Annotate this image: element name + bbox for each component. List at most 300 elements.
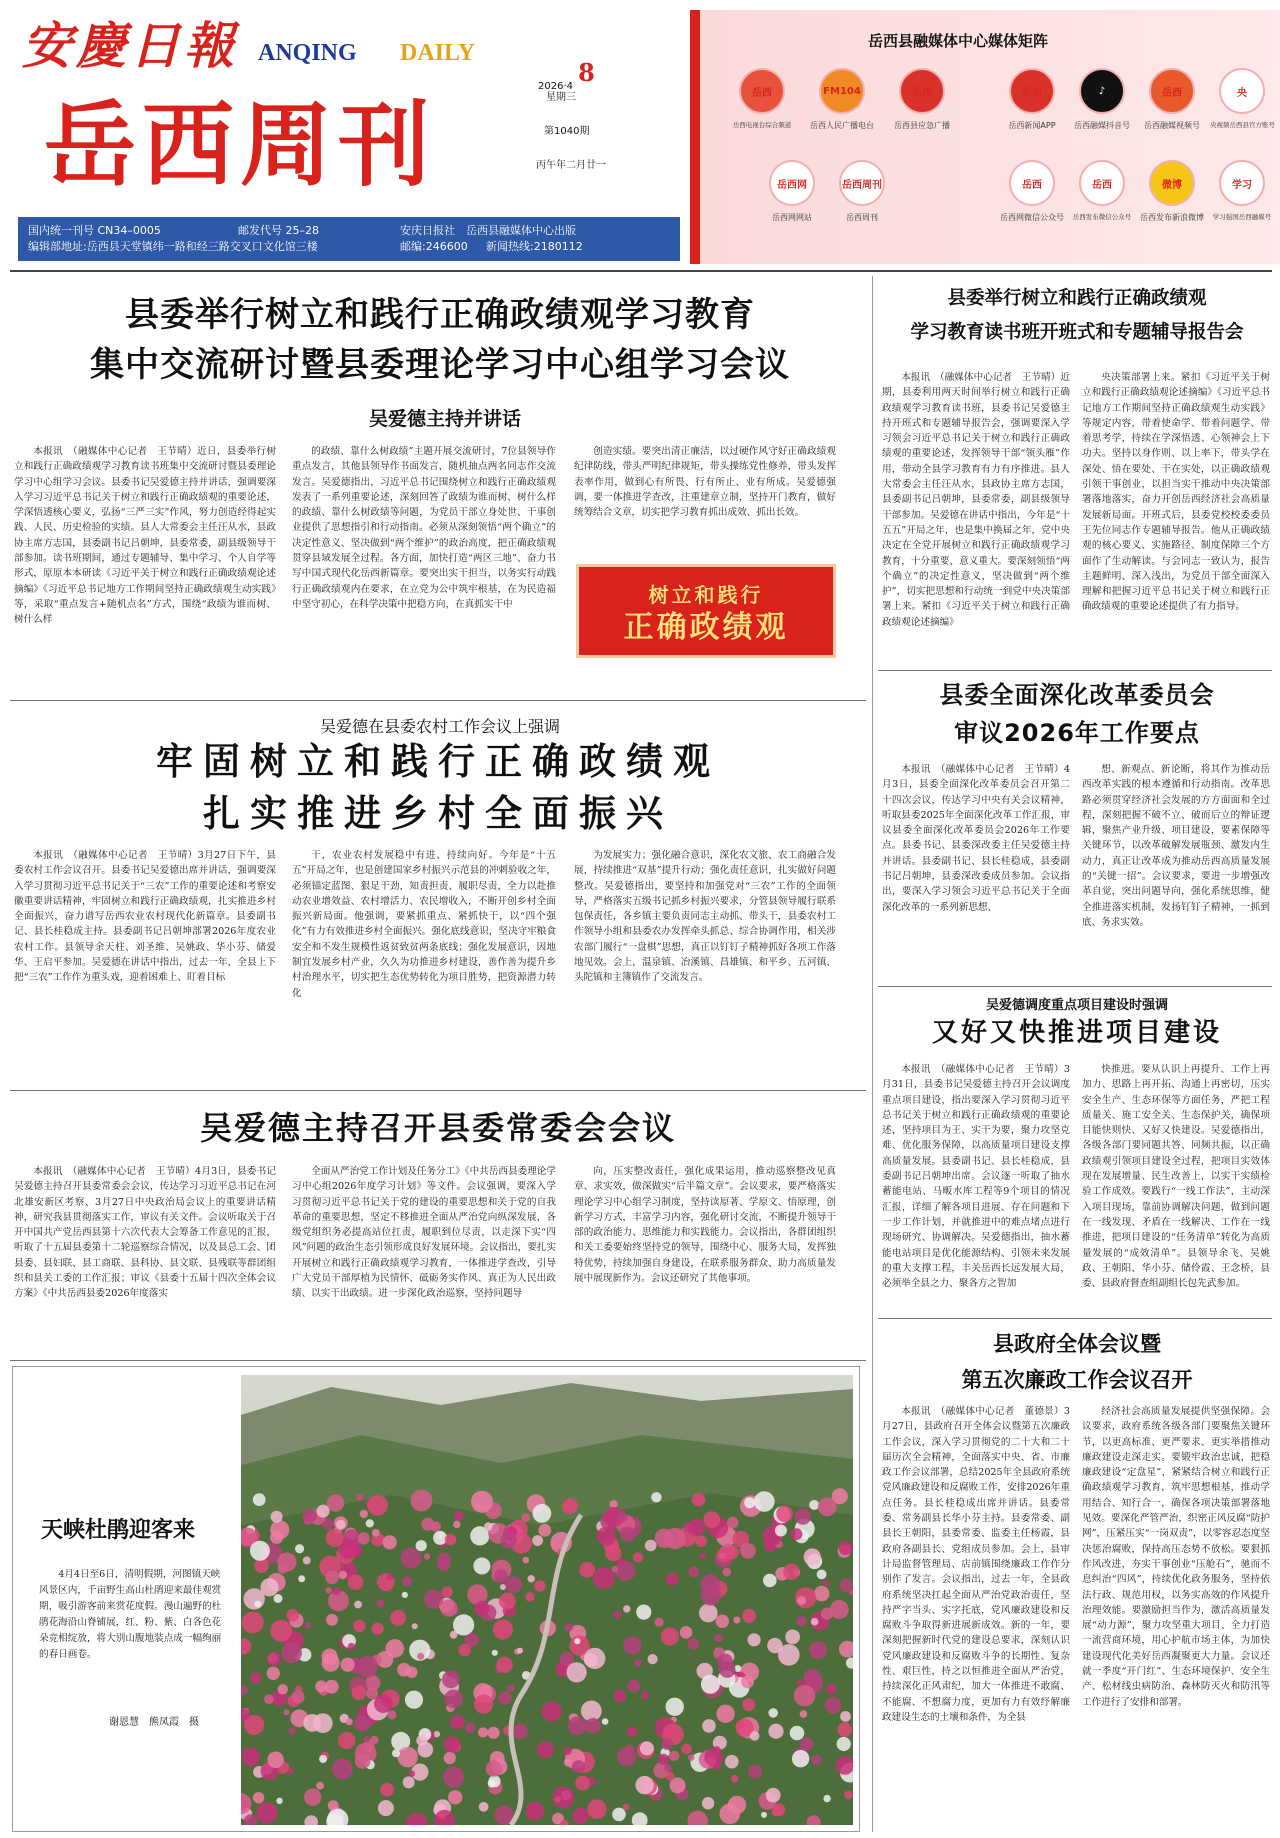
azalea-blossom [830,1600,849,1619]
article6-kicker: 吴爱德调度重点项目建设时强调 [985,998,1168,1013]
azalea-blossom [552,1787,574,1809]
azalea-blossom [809,1641,827,1659]
azalea-blossom [680,1626,693,1639]
issue-lunar: 丙午年二月廿一 [536,160,606,171]
azalea-blossom [783,1564,799,1580]
azalea-blossom [702,1719,716,1733]
azalea-blossom [274,1594,283,1603]
azalea-blossom [620,1526,636,1542]
azalea-blossom [397,1747,418,1768]
media-icon-badge: 岳西 [739,68,785,114]
azalea-blossom [507,1685,514,1692]
media-icon-1 [730,68,794,129]
azalea-blossom [372,1529,380,1537]
azalea-blossom [473,1558,490,1575]
azalea-blossom [448,1790,462,1804]
azalea-blossom [839,1541,853,1555]
azalea-blossom [768,1708,778,1718]
azalea-blossom [725,1755,739,1769]
azalea-blossom [444,1752,456,1764]
article7-headline [878,1326,1276,1398]
media-icon-label: 岳西融媒抖音号 [1074,121,1130,130]
azalea-blossom [661,1738,673,1750]
article1-headline [10,290,870,390]
azalea-blossom [354,1716,370,1732]
azalea-blossom [284,1709,290,1715]
right-divider-1 [878,670,1272,671]
info-hotline: 新闻热线:2180112 [486,240,583,253]
azalea-blossom [525,1802,544,1821]
azalea-blossom [614,1690,626,1702]
azalea-blossom [775,1525,787,1537]
azalea-blossom [692,1493,706,1507]
azalea-blossom [348,1574,364,1590]
azalea-blossom [844,1791,853,1800]
correct-performance-banner [576,564,836,658]
azalea-blossom [823,1795,830,1802]
azalea-blossom [454,1511,464,1521]
azalea-blossom [486,1760,502,1776]
right-divider-3 [878,1318,1272,1319]
azalea-blossom [326,1529,344,1547]
azalea-blossom [528,1575,535,1582]
azalea-blossom [499,1593,516,1610]
azalea-blossom [614,1611,621,1618]
azalea-blossom [267,1752,284,1769]
azalea-blossom [386,1639,405,1658]
azalea-blossom [741,1676,754,1689]
azalea-blossom [256,1802,277,1823]
azalea-blossom [374,1694,393,1713]
azalea-blossom [814,1586,830,1602]
azalea-blossom [444,1690,463,1709]
azalea-blossom [327,1494,344,1511]
azalea-blossom [512,1724,528,1740]
media-icon-badge: 岳西 [1009,68,1055,114]
azalea-blossom [627,1727,637,1737]
azalea-blossom [416,1735,427,1746]
azalea-blossom [338,1732,355,1749]
article1-subtitle: 吴爱德主持并讲话 [368,408,521,430]
azalea-blossom [634,1659,642,1667]
azalea-blossom [754,1491,775,1512]
azalea-blossom [378,1800,394,1816]
azalea-blossom [773,1803,786,1816]
azalea-blossom [666,1698,684,1716]
article1-col2: 的政绩、靠什么树政绩”主题开展交流研讨，7位县领导作重点发言，其他县领导作书面发言，随机抽点两名同志作交流发言。吴爱德指出，习近平总书记围绕树立和践行正确政绩观发表了一系列重要论述，深刻回答了政绩为谁而树、树什么样的政绩、靠什么树政绩等问题，为党员干部立身处世、干事创业提供了思想指引和行动指南。必须从深刻领悟“两个确立”的决定性意义、坚决做到“两个维护”的政治高度，把正确政绩观贯穿县域发展全过程。各方面，加快打造“两区三地”、奋力书写中国式现代化岳西新篇章。要突出实干担当，以务实行动践行正确政绩观内在要求，在立党为公中筑牢根基，在为民造福中坚守初心，在科学决策中把稳方向，在真抓实干中 [292,446,556,610]
azalea-blossom [281,1643,302,1664]
azalea-blossom [795,1508,811,1524]
media-icon-label: 岳西新闻APP [1008,121,1056,130]
article6-col2: 快推进。要从认识上再提升、工作上再加力、思路上再开拓、沟通上再密切，压实安全生产、生态环保等方面任务，严把工程质量关、施工安全关、生态保护关，确保项目能快则快、又好又快建设。吴爱德指出，各级各部门要同题共答、同频共振，以正确政绩观引领项目建设全过程，把项目实效体现在发展增量、民生改善上，以实干实绩检验工作成效。要践行“一线工作法”，主动深入项目现场，靠前协调解决问题，做到问题在一线发现、矛盾在一线解决、工作在一线推进，把项目建设的“任务清单”转化为高质量发展的“成效清单”。县领导余飞、吴姚政、王朝阳、华小芬、储伶霞、王念桥，县委、县政府督查组副组长包先武参加。 [1082,1064,1270,1290]
azalea-blossom [804,1669,822,1687]
azalea-blossom [700,1553,706,1559]
azalea-blossom [488,1780,496,1788]
weekly-title: 岳西周刊 [44,92,437,199]
azalea-blossom [250,1672,261,1683]
azalea-blossom [666,1573,679,1586]
article6-col1: 本报讯 （融媒体中心记者 王节晴）3月31日，县委书记吴爱德主持召开会议调度重点项目建设，指出要深入学习贯彻习近平总书记关于树立和践行正确政绩观的重要论述，坚持项目为王、实干为要，聚力攻坚克难、优化服务保障，以高质量项目建设支撑高质量发展。县委副书记、县长桂稳成，县委副书记吕朝坤出席。会议逐一听取了抽水蓄能电站、马畈水库工程等9个项目的情况汇报，详细了解各项目进展、存在问题和下一步工作计划，并就推进中的难点堵点进行现场研究、协调解决。吴爱德指出，抽水蓄能电站项目是优化能源结构、引领未来发展的重大支撑工程，丰关岳西长远发展大局，必须举全县之力、聚各方之智加 [882,1064,1070,1290]
azalea-blossom [367,1495,388,1516]
section-divider-1 [10,700,866,701]
azalea-blossom [714,1634,723,1643]
photo-feature [12,1366,860,1832]
media-icon-badge: 岳西 [899,68,945,114]
azalea-blossom [623,1636,641,1654]
azalea-blossom [763,1574,777,1588]
azalea-blossom [564,1747,572,1755]
azalea-blossom [445,1534,457,1546]
azalea-blossom [403,1776,415,1788]
media-icon-label: 学习强国岳西融媒号 [1212,213,1272,221]
photo-credit: 谢恩慧 熊凤霞 摄 [109,1717,199,1728]
azalea-blossom [612,1808,626,1822]
azalea-blossom [355,1753,371,1769]
azalea-blossom [523,1557,530,1564]
media-icon-badge: ♪ [1079,68,1125,114]
article4-col2: 央决策部署上来。紧扣《习近平关于树立和践行正确政绩观论述摘编》《习近平总书记地方工作期间坚持正确政绩观生动实践》等规定内容，带着使命学、带着问题学、带着思考学，持续在学深悟透、心领神会上下功夫。坚持以身作则、以上率下，带头学在深处、悟在要处、干在实处，以正确政绩观引领干事创业，以担当实干推动中央决策部署落地落实，奋力开创岳西经济社会高质量发展新局面。开班式后，县委党校校委委员王先位同志作专题辅导报告。他从正确政绩观的核心要义、实施路径、制度保障三个方面作了生动解读。与会同志一致认为，报告主题鲜明、深入浅出，为党员干部全面深入理解和把握习近平总书记关于树立和践行正确政绩观的重要论述提供了有力指导。 [1082,372,1270,613]
azalea-blossom [260,1578,278,1596]
azalea-blossom [655,1618,664,1627]
azalea-blossom [366,1687,378,1699]
media-icon-label: 岳西县应急广播 [894,121,950,130]
media-icon-badge: 微博 [1149,160,1195,206]
media-icon-label: 岳西发布新浪微博 [1140,213,1204,222]
article3-title: 吴爱德主持召开县委常委会会议 [199,1109,676,1147]
azalea-blossom [574,1638,580,1644]
article1-col1: 本报讯 （融媒体中心记者 王节晴）近日，县委举行树立和践行正确政绩观学习教育读书班集中交流研讨暨县委理论学习中心组学习会议。县委书记吴爱德主持并讲话，强调要深入学习习近平总书记关于树立和践行正确政绩观的重要论述，学深悟透核心要义，弘扬“三严三实”作风，努力创造经得起实践、人民、历史检验的实绩。县人大常委会主任汪从水，县政协主席方志国，县委副书记吕朝坤，县委常委，副县级领导干部参加。读书班期间，通过专题辅导、集中学习、个人自学等形式，原原本本研读《习近平关于树立和践行正确政绩观论述摘编》《习近平总书记地方工作期间坚持正确政绩观生动实践》等，采取“重点发言+随机点名”方式，围绕“政绩为谁而树、树什么样 [14,446,276,626]
azalea-blossom [716,1615,729,1628]
azalea-blossom [322,1654,340,1672]
azalea-blossom [390,1610,406,1626]
azalea-blossom [242,1748,260,1766]
paper-english-anqing: ANQING [258,40,357,66]
azalea-blossom [703,1511,720,1528]
article1-col3: 创造实绩。要突出清正廉洁，以过硬作风守好正确政绩观纪律防线，带头严明纪律规矩，带头操练党性修养，带头发挥表率作用，做到心有所畏、行有所止、业有所成。吴爱德强调，要一体推进学查改，注重建章立制，坚持开门教育，做好统筹结合文章，切实把学习教育抓出成效、抓出长效。 [574,446,836,519]
banner-line1: 树立和践行 [648,583,764,607]
media-icon-badge: 岳西 [1009,160,1055,206]
azalea-blossom [823,1580,829,1586]
azalea-blossom [790,1726,805,1741]
azalea-blossom [417,1653,424,1660]
azalea-blossom [271,1511,283,1523]
azalea-blossom [380,1783,394,1797]
azalea-blossom [731,1775,738,1782]
azalea-blossom [651,1492,661,1502]
media-icon-3 [890,68,954,131]
media-matrix [690,10,1280,264]
azalea-blossom [695,1535,707,1547]
azalea-blossom [387,1710,396,1719]
azalea-blossom [387,1573,394,1580]
azalea-blossom [465,1723,475,1733]
azalea-blossom [567,1662,587,1682]
azalea-blossom [458,1644,471,1657]
azalea-blossom [587,1799,607,1819]
info-address: 编辑部地址:岳西县天堂镇纬一路和经三路交叉口文化馆三楼 [28,240,318,253]
azalea-blossom [474,1694,493,1713]
azalea-blossom [797,1596,806,1605]
issue-day: 8 [578,58,595,87]
azalea-blossom [719,1661,736,1678]
media-matrix-title: 岳西县融媒体中心媒体矩阵 [868,32,1049,50]
azalea-blossom [804,1548,821,1565]
azalea-blossom [542,1702,562,1722]
article7-title-line2: 第五次廉政工作会议召开 [961,1368,1193,1392]
azalea-blossom [439,1813,446,1820]
azalea-blossom [494,1569,508,1583]
azalea-blossom [532,1535,543,1546]
azalea-blossom [776,1506,793,1523]
azalea-blossom [785,1630,800,1645]
article1-title-line2: 集中交流研讨暨县委理论学习中心组学习会议 [90,345,790,385]
azalea-blossom [353,1620,366,1633]
azalea-blossom [303,1556,311,1564]
azalea-blossom [270,1531,283,1544]
azalea-blossom [617,1747,636,1766]
azalea-blossom [640,1741,654,1755]
azalea-blossom [339,1571,347,1579]
media-icon-badge: 岳西网 [769,160,815,206]
azalea-blossom [442,1670,460,1688]
azalea-blossom [341,1658,355,1672]
azalea-blossom [534,1580,545,1591]
article2-col1: 本报讯 （融媒体中心记者 王节晴）3月27日下午，县委农村工作会议召开。县委书记吴爱德出席并讲话，强调要深入学习贯彻习近平总书记关于“三农”工作的重要论述和考察安徽重要讲话精神，牢固树立和践行正确政绩观，扎实推进乡村全面振兴，奋力谱写岳西农业农村现代化新篇章。县委副书记、县长桂稳成主持。县委副书记吕朝坤部署2026年度农业农村工作。县领导余天柱、刘圣维、吴姚政、华小芬、储爱华、王启平参加。吴爱德在讲话中指出，过去一年，全县上下把“三农”工作作为重头戏，迎着困难上、盯着目标 [14,850,276,984]
azalea-blossom [498,1691,511,1704]
azalea-blossom [655,1529,674,1548]
media-icon-10 [1000,160,1064,223]
azalea-blossom [270,1620,292,1642]
issue-weekday: 星期三 [546,92,576,103]
info-post-code: 邮发代号 25–28 [238,224,319,237]
media-icon-13 [1210,160,1274,221]
azalea-blossom [778,1644,800,1666]
azalea-blossom [450,1715,465,1730]
azalea-blossom [645,1540,657,1552]
article6-title: 又好又快推进项目建设 [931,1018,1222,1048]
azalea-blossom [303,1714,321,1732]
info-publisher: 安庆日报社 岳西县融媒体中心出版 [400,224,576,237]
azalea-blossom [352,1685,367,1700]
azalea-blossom [357,1532,369,1544]
azalea-blossom [602,1718,609,1725]
issue-number: 第1040期 [544,126,590,137]
azalea-blossom [267,1652,281,1666]
azalea-blossom [617,1511,628,1522]
azalea-blossom [584,1653,598,1667]
article3-col2: 全面从严治党工作计划及任务分工》《中共岳西县委理论学习中心组2026年度学习计划》等文件。会议强调，要深入学习贯彻习近平总书记关于党的建设的重要思想和关于党的自我革命的重要思想，坚定不移推进全面从严治党向纵深发展，各级党组织务必提高站位扛责，履职到位尽责，以走深下实“四风”问题的政治生态引领形成良好发展环境。会议指出，要扎实开展树立和践行正确政绩观学习教育，一体推进学查改，引导广大党员干部厚植为民情怀、砥砺务实作风、真正为人民出政绩、以实干出政绩。进一步深化政治巡察，坚持问题导 [292,1166,556,1300]
azalea-blossom [295,1544,304,1553]
azalea-blossom [433,1531,447,1545]
article7-col1: 本报讯 （融媒体中心记者 董德景）3月27日，县政府召开全体会议暨第五次廉政工作会议，深入学习贯彻党的二十大和二十届历次全会精神，全面落实中央、省、市廉政工作会议部署，总结2025年全县政府系统党风廉政建设和反腐败工作，安排2026年重点任务。县长桂稳成出席并讲话。县委常委、常务副县长华小芬主持。县委常委、副县长王朝阳，县委常委、监委主任杨霞，县政府各副县长、党组成员参加。会上，县审计局监督管理局、店前镇围绕廉政工作作分别作了发言。会议指出，过去一年，全县政府系统坚决扛起全面从严治党政治责任，坚持严字当头、实字托底，党风廉政建设和反腐败斗争取得新进展新成效。新的一年，要深刻把握新时代党的建设总要求，深刻认识党风廉政建设和反腐败斗争的长期性、复杂性、艰巨性，持之以恒推进全面从严治党，持续深化正风肃纪，加大一体推进不敢腐、不能腐、不想腐力度，更加有力有效纾解廉政建设生态的土壤和条件，为全县 [882,1406,1070,1723]
azalea-blossom [658,1754,669,1765]
article4-headline [878,282,1276,350]
azalea-blossom [633,1552,643,1562]
article4-col1: 本报讯 （融媒体中心记者 王节晴）近期，县委利用两天时间举行树立和践行正确政绩观学习教育读书班，县委书记吴爱德主持开班式和专题辅导报告会，强调要深入学习领会习近平总书记关于树立和践行正确政绩观的重要论述，发挥领导干部“领头雁”作用，带动全县学习教育有力有序推进。县人大常委会主任汪从水，县政协主席方志国，县委副书记吕朝坤，县委常委，副县级领导干部参加。吴爱德在讲话中指出，今年是“十五五”开局之年，也是集中换届之年，党中央决定在全党开展树立和践行正确政绩观学习教育，十分重要、意义重大。要深刻领悟“两个确立”的决定性意义，坚决做到“两个维护”，切实把思想和行动统一到党中央决策部署上来。紧扣《习近平关于树立和践行正确政绩观论述摘编》 [882,372,1070,628]
media-icon-badge: 学习 [1219,160,1265,206]
azalea-blossom [453,1614,474,1635]
azalea-blossom [488,1727,500,1739]
article5-title-line2: 审议2026年工作要点 [954,719,1200,747]
azalea-blossom [704,1749,722,1767]
azalea-blossom [826,1684,836,1694]
azalea-blossom [437,1559,450,1572]
azalea-blossom [288,1728,295,1735]
azalea-blossom [288,1768,294,1774]
azalea-blossom [744,1497,755,1508]
azalea-blossom [346,1718,353,1725]
azalea-blossom [401,1548,422,1569]
media-icon-label: 岳西电视台综合频道 [732,121,792,129]
azalea-blossom [525,1592,535,1602]
media-icon-12 [1140,160,1204,223]
azalea-blossom [276,1798,282,1804]
azalea-blossom [800,1737,813,1750]
azalea-blossom [605,1545,621,1561]
azalea-blossom [725,1545,739,1559]
azalea-blossom [796,1616,806,1626]
media-icon-11 [1070,160,1134,221]
azalea-blossom [253,1493,266,1506]
azalea-blossom [568,1717,587,1736]
media-icon-badge: 岳西 [1079,160,1125,206]
azalea-blossom [348,1643,355,1650]
azalea-blossom [716,1705,734,1723]
azalea-blossom [505,1576,522,1593]
azalea-blossom [688,1754,695,1761]
azalea-blossom [825,1697,842,1714]
azalea-blossom [242,1612,264,1634]
azalea-blossom [564,1758,572,1766]
article2-kicker: 吴爱德在县委农村工作会议上强调 [319,717,560,736]
photo-caption: 4月4日至6日，清明假期，河图镇天峡风景区内，千亩野生高山杜鹃迎来最佳观赏期，吸引游客前来赏花度假。漫山遍野的杜鹃花海沿山脊铺展，红、粉、紫、白各色花朵竞相绽放，将大别山腹地装点成一幅绚丽的春日画卷。 [39,1569,222,1660]
media-icon-2 [810,68,874,131]
article2-title-line2: 扎实推进乡村全面振兴 [203,792,673,835]
azalea-blossom [286,1609,299,1622]
section-divider-2 [10,1090,866,1091]
azalea-blossom [821,1608,833,1620]
article5-headline [878,676,1276,752]
right-divider-2 [878,986,1272,987]
article2-col3: 为发展实力；强化融合意识，深化农文旅、农工商融合发展，持续推进“双基”提升行动；强化责任意识，扎实做好问题整改。吴爱德指出，要坚持和加强党对“三农”工作的全面领导，严格落实五级书记抓乡村振兴要求，分管县领导履行联系包保责任，各乡镇主要负责同志主动抓、带头干，县委农村工作领导小组和县委农办发挥牵头抓总、综合协调作用，相关涉农部门履行“一盘棋”思想，真正以钉钉子精神抓好各项工作落地见效。会上，温泉镇、冶溪镇、昌雄镇、和平乡、五河镇、头陀镇和主簿镇作了交流发言。 [574,850,836,984]
azalea-blossom [319,1755,327,1763]
info-cn-number: 国内统一刊号 CN34–0005 [28,224,161,237]
paper-name: 安慶日報 [22,16,238,75]
azalea-blossom [370,1736,378,1744]
azalea-blossom [325,1571,339,1585]
azalea-blossom [430,1521,441,1532]
azalea-blossom [424,1553,430,1559]
azalea-blossom [278,1564,288,1574]
azalea-blossom [292,1690,305,1703]
paper-english-daily: DAILY [400,40,476,66]
azalea-blossom [405,1691,423,1709]
issue-box [528,44,614,170]
azalea-blossom [648,1654,658,1664]
azalea-blossom [572,1808,588,1824]
azalea-photo [241,1375,853,1825]
azalea-blossom [364,1736,370,1742]
azalea-blossom [627,1680,640,1693]
azalea-blossom [538,1524,551,1537]
media-icon-badge: 岳西 [1149,68,1195,114]
azalea-blossom [562,1498,578,1514]
azalea-blossom [818,1498,837,1517]
azalea-blossom [332,1587,340,1595]
azalea-blossom [791,1528,803,1540]
media-icon-badge: FM104 [819,68,865,114]
azalea-blossom [402,1592,408,1598]
azalea-blossom [702,1797,714,1809]
azalea-blossom [661,1627,679,1645]
azalea-blossom [537,1741,554,1758]
azalea-blossom [479,1802,489,1812]
media-icon-label: 岳西网微信公众号 [1000,213,1064,222]
azalea-blossom [688,1638,699,1649]
azalea-blossom [636,1605,651,1620]
media-icon-label: 岳西周刊 [846,213,878,222]
azalea-blossom [701,1675,720,1694]
article5-col1: 本报讯 （融媒体中心记者 王节晴）4月3日，县委全面深化改革委员会召开第二十四次会议，传达学习中央有关会议精神，听取县委2025年全面深化改革工作汇报，审议县委全面深化改革委员会2026年工作要点。县委书记、县委深改委主任吴爱德主持并讲话。县委副书记、县长桂稳成，县委副书记吕朝坤，县委深改委成员参加。会议指出，要深入学习领会习近平总书记关于全面深化改革的一系列新思想、 [882,764,1070,913]
media-icon-7 [1210,68,1274,129]
azalea-blossom [326,1614,338,1626]
azalea-blossom [811,1618,819,1626]
azalea-blossom [500,1584,506,1590]
azalea-blossom [666,1772,674,1780]
azalea-blossom [733,1617,740,1624]
azalea-blossom [766,1788,781,1803]
azalea-blossom [493,1619,513,1639]
azalea-blossom [688,1519,705,1536]
azalea-blossom [809,1500,819,1510]
media-icon-6 [1140,68,1204,131]
azalea-blossom [681,1744,691,1754]
azalea-blossom [267,1667,280,1680]
azalea-blossom [356,1494,363,1501]
azalea-blossom [474,1601,489,1616]
azalea-blossom [641,1691,649,1699]
media-icon-badge: 央 [1219,68,1265,114]
media-icon-badge: 岳西周刊 [839,160,885,206]
azalea-blossom [593,1567,615,1589]
azalea-blossom [635,1776,653,1794]
azalea-blossom [750,1731,760,1741]
media-icon-label: 岳西人民广播电台 [810,121,874,130]
azalea-blossom [354,1601,362,1609]
azalea-blossom [742,1609,756,1623]
masthead-divider [10,270,1272,272]
media-icon-5 [1070,68,1134,131]
article2-col2: 干，农业农村发展稳中有进、持续向好。今年是“十五五”开局之年，也是创建国家乡村振兴示范县的冲刺验收之年，必须锚定蓝图、狠足干劲，知责担责、履职尽责，全力以赴推动农业增效益、农村增活力、农民增收入，不断开创乡村全面振兴新局面。他强调，要紧抓重点、紧抓快干，以“四个强化”有力有效推进乡村全面振兴。强化底线意识，坚决守牢粮食安全和不发生规模性返贫致贫两条底线；强化发展意识，因地制宜发展乡村产业，久久为功推进乡村建设，善作善为提升乡村治理水平，切实把生态优势转化为项目胜势，把资源潜力转化 [292,850,556,999]
azalea-blossom [360,1510,368,1518]
azalea-blossom [699,1604,718,1623]
azalea-blossom [316,1782,324,1790]
azalea-blossom [837,1737,851,1751]
azalea-blossom [409,1770,415,1776]
azalea-blossom [740,1543,756,1559]
article4-title-line1: 县委举行树立和践行正确政绩观 [947,288,1207,309]
article3-col1: 本报讯 （融媒体中心记者 王节晴）4月3日，县委书记吴爱德主持召开县委常委会会议，传达学习习近平总书记在河北雄安新区考察、3月27日中央政治局会议上的重要讲话精神，研究我县贯彻落实工作，审议有关文件。会议听取关于召开中国共产党岳西县第十六次代表大会筹备工作意见的汇报，听取了十五届县委第十二轮巡察综合情况，以及县总工会、团县委、县妇联、县工商联、县科协、县文联、县残联等群团组织和县关工委的工作汇报；审议《县委十五届十四次全体会议方案》《中共岳西县委2026年度落实 [14,1166,276,1300]
azalea-blossom [303,1509,317,1523]
article7-title-line1: 县政府全体会议暨 [993,1332,1161,1356]
azalea-blossom [768,1724,783,1739]
banner-line2: 正确政绩观 [623,610,789,645]
azalea-blossom [366,1519,374,1527]
azalea-blossom [453,1521,460,1528]
article5-title-line1: 县委全面深化改革委员会 [939,681,1215,709]
azalea-blossom [575,1776,590,1791]
media-icon-label: 岳西融媒视频号 [1144,121,1200,130]
